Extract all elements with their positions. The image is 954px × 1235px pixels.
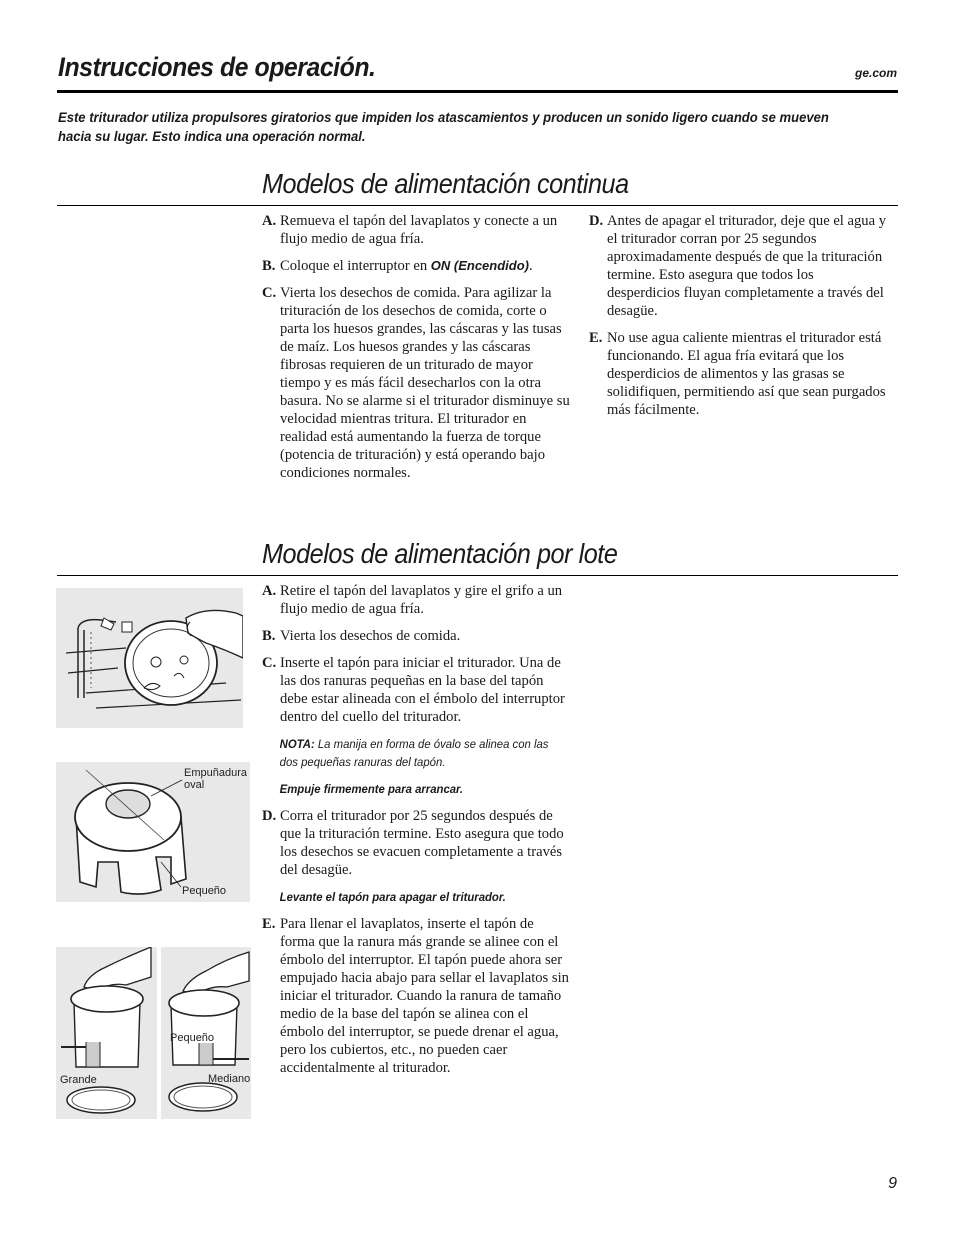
lift-instruction: Levante el tapón para apagar el triturador. bbox=[279, 890, 506, 904]
continuous-column-right bbox=[589, 212, 890, 428]
batch-step-a: A. Retire el tapón del lavaplatos y gire el grifo a un flujo medio de agua fría. bbox=[262, 583, 563, 617]
page-title: Instrucciones de operación. bbox=[58, 52, 376, 82]
sink-plate-icon bbox=[56, 588, 243, 728]
section-title-continuous: Modelos de alimentación continua bbox=[262, 168, 629, 199]
section-title-batch: Modelos de alimentación por lote bbox=[262, 538, 618, 569]
section-divider bbox=[57, 205, 898, 206]
batch-step-b: B. Vierta los desechos de comida. bbox=[262, 628, 461, 644]
stopper-large-illustration bbox=[56, 947, 157, 1119]
site-link[interactable]: ge.com bbox=[854, 66, 897, 80]
step-c: C. Vierta los desechos de comida. Para agilizar la trituración de los desechos de comida, corte o parta los huesos grandes, las cáscaras y las tusas de maíz. Los huesos grandes y las cáscaras fibrosas requieren de un triturado de mayor tiempo y es más fácil desecharlos con la otra basura. No se alarme si el triturador disminuye su velocidad mientras tritura. El triturador en realidad está aumentando la fuerza de torque (potencia de trituración) y está operando bajo condiciones normales. bbox=[262, 285, 570, 481]
section-divider bbox=[57, 575, 898, 576]
stopper-small-label: Pequeño bbox=[182, 885, 227, 897]
step-e: E. No use agua caliente mientras el triturador está funcionando. El agua fría evitará que los desperdicios de alimentos y las grasas se solidifiquen, permitiendo así que sean purgados más fácilmente. bbox=[589, 330, 886, 418]
batch-step-e: E. Para llenar el lavaplatos, inserte el tapón de forma que la ranura más grande se alinee con el émbolo del interruptor. El tapón puede ahora ser empujado hacia abajo para sellar el lavaplatos sin iniciar el triturador. Cuando la ranura de tamaño medio de la base del tapón se alinea con el émbolo del interruptor, se puede drenar el agua, pero los cubiertos, etc., no pueden caer accidentalmente al triturador. bbox=[262, 916, 569, 1076]
title-divider bbox=[57, 90, 898, 93]
batch-step-d: D. Corra el triturador por 25 segundos después de que la trituración termine. Esto asegura que todo los desechos se evacuen completamente a través del desagüe. bbox=[262, 808, 564, 878]
step-d: D. Antes de apagar el triturador, deje que el agua y el triturador corran por 25 segundos aproximadamente después de que la trituración termine. Esto asegura que todos los desperdicios fluyan completamente a través del desagüe. bbox=[589, 213, 887, 319]
continuous-column-left bbox=[262, 212, 570, 491]
step-a: A. Remueva el tapón del lavaplatos y conecte a un flujo medio de agua fría. bbox=[262, 213, 558, 247]
on-label: ON (Encendido) bbox=[430, 258, 529, 273]
large-slot-label: Grande bbox=[60, 1074, 97, 1086]
push-instruction: Empuje firmemente para arrancar. bbox=[279, 782, 463, 796]
batch-column bbox=[262, 582, 572, 1086]
batch-step-c: C. Inserte el tapón para iniciar el triturador. Una de las dos ranuras pequeñas en la base del tapón debe estar alineada con el émbolo del interruptor dentro del cuello del triturador. bbox=[262, 655, 565, 725]
sink-illustration bbox=[56, 588, 243, 728]
step-b: B. Coloque el interruptor en ON (Encendido). bbox=[262, 258, 533, 274]
stopper-handle-label: Empuñadura oval bbox=[184, 767, 247, 791]
page-number: 9 bbox=[888, 1175, 897, 1192]
intro-paragraph: Este triturador utiliza propulsores giratorios que impiden los atascamientos y producen un sonido ligero cuando se mueven hacia su lugar. Esto indica una operación normal. bbox=[58, 110, 829, 144]
small-slot-label: Pequeño bbox=[170, 1032, 215, 1044]
note: NOTA: La manija en forma de óvalo se alinea con las dos pequeñas ranuras del tapón. bbox=[279, 737, 549, 769]
hand-stopper-icon bbox=[56, 947, 157, 1119]
medium-slot-label: Mediano bbox=[208, 1073, 251, 1085]
